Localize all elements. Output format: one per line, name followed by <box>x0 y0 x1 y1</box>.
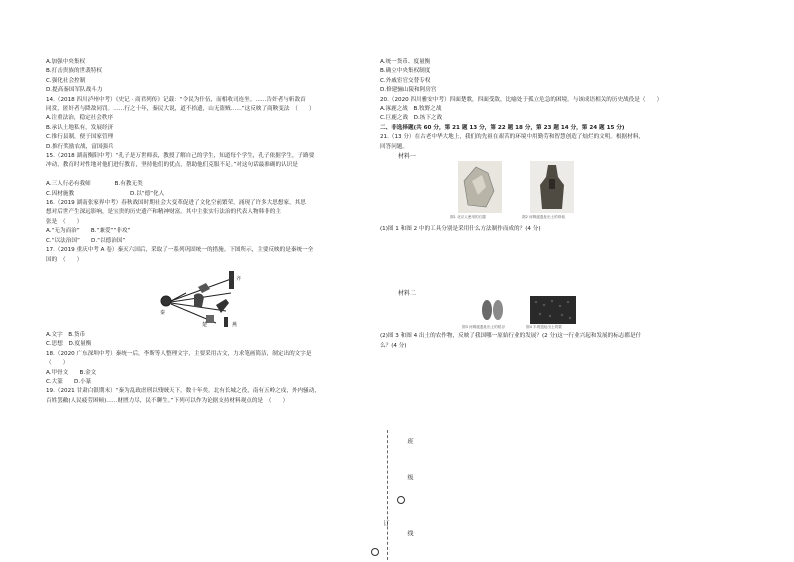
q19-stem-1: 19.（2021 甘肃白银期末）“秦为乱政虐刑以残贼天下，数十年矣。北有长城之役，南有五岭之戍，外内骚动， <box>46 388 320 395</box>
q18-options-cd: C.大篆 D.小篆 <box>46 378 92 385</box>
option-b-right: B.确立中央集权制度 <box>380 68 431 75</box>
q16-options-cd: C.“以法治国” D.“以德治国” <box>46 237 126 244</box>
q14-option-c: C.推行县制，便于国家管理 <box>46 134 114 141</box>
q21-part2-2: 么？(4 分) <box>380 342 407 349</box>
q14-option-d: D.推行奖励农战，富国强兵 <box>46 143 114 150</box>
q17-figure <box>46 265 378 331</box>
q17-options-ab: A.文字 B.货币 <box>46 331 86 338</box>
q16-stem-1: 16.（2019 湖南张家界中考）春秋战国时期社会大变革促进了文化空前繁荣，涌现了许多大思想家，其思 <box>46 200 306 207</box>
q21-part2-1: (2)图 3 和图 4 出土的农作物，反映了我国哪一原始行业的发展？(2 分)这一行业兴起和发展的标志都是什 <box>380 333 642 340</box>
caption-fig2: 图2 河姆渡遗址出土的骨耜 <box>522 215 565 220</box>
right-column <box>380 58 720 351</box>
section-2-heading: 二、非选择题(共 60 分，第 21 题 13 分，第 22 题 18 分，第 23 题 14 分，第 24 题 15 分) <box>380 124 625 131</box>
stone-tool-image <box>458 161 502 213</box>
q15-stem-2: 冲动，教育时对性地对他们进行教育，坚持他们的优点，帮助他们克服不足。”对这句话最准确的认识是 <box>46 162 298 169</box>
fig-label-qi: 齐 <box>236 275 242 282</box>
q15-option-c: C.因材施教 <box>46 190 75 197</box>
rice-grain-image <box>472 298 512 322</box>
q20-options-cd: C.巨鹿之战 D.垓下之战 <box>380 115 443 122</box>
option-b: B.打击贵族的世袭特权 <box>46 68 102 75</box>
bone-tool-figure <box>530 161 574 213</box>
option-c-right: C.外戚宦官交替专权 <box>380 77 431 84</box>
q18-options-ab: A.甲骨文 B.金文 <box>46 369 97 376</box>
caption-fig1: 图1 北京人使用的石器 <box>450 215 486 220</box>
q15-options-row2 <box>46 190 378 199</box>
binding-margin <box>365 430 415 560</box>
q21-part1: (1)图 1 和图 2 中的工具分别是采用什么方法制作而成的？(4 分) <box>380 226 541 233</box>
binding-hole-2 <box>371 548 379 556</box>
left-column <box>46 58 378 406</box>
q18-stem-2: （ ） <box>46 360 69 367</box>
fig-label-qin: 秦 <box>160 309 166 316</box>
binding-text-class: 班 <box>406 438 413 444</box>
option-a-right: A.统一货币、度量衡 <box>380 59 431 65</box>
millet-figure <box>530 296 576 324</box>
binding-hole-1 <box>397 496 405 504</box>
q14-option-b: B.承认土地私有，发展经济 <box>46 124 114 131</box>
binding-text-xian: 线 <box>406 530 413 536</box>
option-d: D.提高秦国军队战斗力 <box>46 87 103 94</box>
q15-blank <box>46 171 378 180</box>
fig-label-yan: 燕 <box>232 321 238 328</box>
rice-grain-figure <box>472 298 512 322</box>
stone-tool-figure <box>458 161 502 213</box>
q17-stem-2: 国的 （ ） <box>46 256 83 263</box>
q15-option-d: D.以“德”化人 <box>130 190 165 197</box>
binding-text-ding: 订 <box>382 520 389 526</box>
q18-stem-1: 18.（2020 广东深圳中考）秦统一后，李斯等人整理文字，主要采用古文，力求笔画简洁，制定出的文字是 <box>46 350 312 357</box>
q15-stem-1: 15.（2018 湖南衡阳中考）“孔子是万世师表，教授了解自己的学生，知道每个学生，孔子依据学生，子路要 <box>46 153 315 160</box>
material-2-figures <box>380 298 720 332</box>
millet-image <box>530 296 576 324</box>
material-2-label: 材料二 <box>398 289 417 297</box>
q15-options-row1 <box>46 180 378 189</box>
q16-stem-2: 想对后世产生深远影响，是宝贵的历史遗产和精神财富。其中主张实行法治的代表人物韩非的主 <box>46 209 281 216</box>
option-c: C.强化社会控制 <box>46 77 86 84</box>
caption-fig3: 图3 河姆渡遗址出土的稻谷 <box>462 325 505 330</box>
fig-label-chu: 楚 <box>202 321 208 328</box>
binding-dashed-line <box>387 430 388 560</box>
q19-stem-2: 百姓罢敝(人民疲劳困顿)……财匮力尽，民不聊生。”下列可以作为论据支持材料观点的是 （ ） <box>46 397 289 404</box>
q16-stem-3: 张是 （ ） <box>46 218 83 225</box>
q17-stem-1: 17.（2019 重庆中考 A 卷）秦灭六国后，采取了一系列巩固统一的措施。下图所示，主要反映的是秦统一全 <box>46 247 314 254</box>
measurement-tools-illustration <box>46 265 378 331</box>
q21-stem-2: 回答问题。 <box>380 143 408 150</box>
q15-option-a: A.三人行必有我师 <box>46 181 91 188</box>
q20-options-ab: A.涿鹿之战 B.牧野之战 <box>380 106 442 113</box>
q14-stem-2: 同赏，匿奸者与降敌同罚。……行之十年，秦民大说，道不拾遗，山无盗贼……”这反映了商鞅变法 （ ） <box>46 106 315 113</box>
binding-text-level: 级 <box>406 474 413 480</box>
q17-options-cd: C.思想 D.度量衡 <box>46 341 92 348</box>
q20-stem: 20.（2020 四川雅安中考）四面楚歌，四面受敌，比喻处于孤立危急的困境。与该成语相关的历史战役是（ ） <box>380 96 663 103</box>
q14-option-a: A.注重法治，稳定社会秩序 <box>46 115 114 122</box>
caption-fig4: 图4 半坡遗址出土的粟 <box>526 325 562 330</box>
q21-stem-1: 21.（13 分）在古老中华大地上，我们的先祖在艰苦的环境中用勤劳和智慧创造了灿烂的文明。根据材料， <box>380 134 644 141</box>
option-a: A.加强中央集权 <box>46 59 86 65</box>
material-1-label: 材料一 <box>398 153 417 161</box>
answer-space-1 <box>380 235 720 289</box>
q16-options-ab: A.“无为而治” B.“兼爱”“非攻” <box>46 228 131 235</box>
option-d-right: D.修建骊山陵和阿房宫 <box>380 87 437 94</box>
q15-option-b: B.有教无类 <box>114 181 143 188</box>
bone-tool-image <box>530 161 574 213</box>
q14-stem-1: 14.（2018 四川泸州中考）《史记 · 商君列传》记载：“令民为什伍，而相收司连坐。……告奸者与斩敌首 <box>46 96 306 103</box>
material-1-figures <box>380 161 720 225</box>
